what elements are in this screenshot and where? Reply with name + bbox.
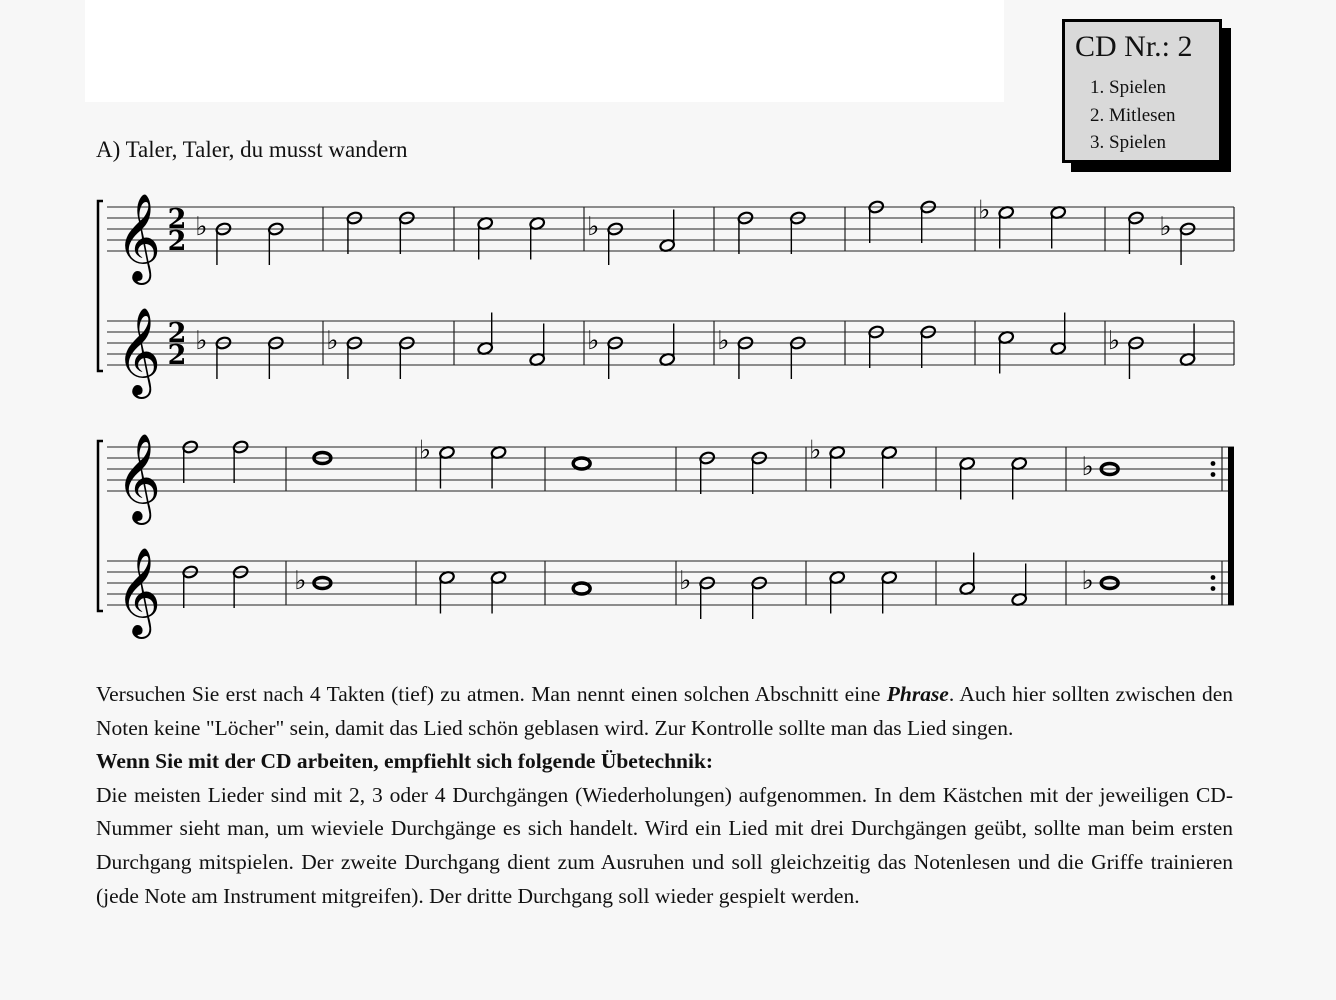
flat-icon: ♭ <box>717 326 730 356</box>
final-barline <box>1228 561 1234 605</box>
song-title: A) Taler, Taler, du musst wandern <box>96 137 408 162</box>
time-signature-top: 2 <box>167 318 187 349</box>
repeat-dot <box>1211 472 1216 477</box>
treble-clef-icon: 𝄞 <box>116 546 161 635</box>
cd-step-item: 2. Mitlesen <box>1090 104 1176 126</box>
flat-icon: ♭ <box>1081 452 1094 482</box>
cd-steps-list <box>1090 74 1176 157</box>
paragraph-text: . Auch hier sollten zwischen den Noten keine "Löcher" sein, damit das Lied schön geblasen wird. Zur Kontrolle sollte man das Lied singen. <box>96 682 1233 740</box>
flat-icon: ♭ <box>195 212 208 242</box>
cd-step-item: 1. Spielen <box>1090 77 1166 98</box>
flat-icon: ♭ <box>1159 212 1172 242</box>
flat-icon: ♭ <box>587 212 600 242</box>
flat-icon: ♭ <box>587 326 600 356</box>
repeat-dot <box>1211 586 1216 591</box>
whole-note <box>573 458 590 469</box>
flat-icon: ♭ <box>294 566 307 596</box>
repeat-dot <box>1211 461 1216 466</box>
sheet-music <box>0 180 1336 660</box>
cd-step-item: 3. Spielen <box>1090 132 1166 153</box>
flat-icon: ♭ <box>418 435 432 466</box>
flat-icon: ♭ <box>809 435 822 466</box>
instruction-text <box>96 678 1233 913</box>
flat-icon: ♭ <box>679 566 692 596</box>
time-signature-bottom: 2 <box>167 340 187 371</box>
phrase-term: Phrase <box>886 682 949 706</box>
header-blank-panel <box>85 0 1004 102</box>
final-barline <box>1228 491 1234 561</box>
flat-icon: ♭ <box>195 326 208 356</box>
system-bracket <box>98 201 103 371</box>
flat-icon: ♭ <box>326 326 339 356</box>
cd-info-box <box>1062 19 1222 163</box>
time-signature-bottom: 2 <box>167 226 187 257</box>
treble-clef-icon: 𝄞 <box>116 306 161 395</box>
cd-number-title: CD Nr.: 2 <box>1075 30 1193 63</box>
treble-clef-icon: 𝄞 <box>116 432 161 521</box>
whole-note <box>573 583 590 594</box>
treble-clef-icon: 𝄞 <box>116 192 161 281</box>
flat-icon: ♭ <box>978 195 991 226</box>
paragraph-text: Versuchen Sie erst nach 4 Takten (tief) zu atmen. Man nennt einen solchen Abschnitt eine <box>96 682 887 706</box>
flat-icon: ♭ <box>1081 566 1094 596</box>
practice-heading: Wenn Sie mit der CD arbeiten, empfiehlt sich folgende Übetechnik: <box>96 749 714 774</box>
time-signature-top: 2 <box>167 204 187 235</box>
final-barline <box>1228 447 1234 491</box>
paragraph-practice: Die meisten Lieder sind mit 2, 3 oder 4 Durchgängen (Wiederholungen) aufgenommen. In dem Kästchen mit der jeweiligen CD-Nummer sieht man, um wieviele Durchgänge es sich handelt. Wird ein Lied mit drei Durchgängen geübt, sollte man beim ersten Durchgang mitspielen. Der zweite Durchgang dient zum Ausruhen und soll gleichzeitig das Notenlesen und die Griffe trainieren (jede Note am Instrument mitgreifen). Der dritte Durchgang soll wieder gespielt werden. <box>96 782 1233 908</box>
flat-icon: ♭ <box>1107 326 1121 356</box>
paragraph-phrase <box>96 678 1233 745</box>
system-bracket <box>98 441 103 611</box>
repeat-dot <box>1211 575 1216 580</box>
